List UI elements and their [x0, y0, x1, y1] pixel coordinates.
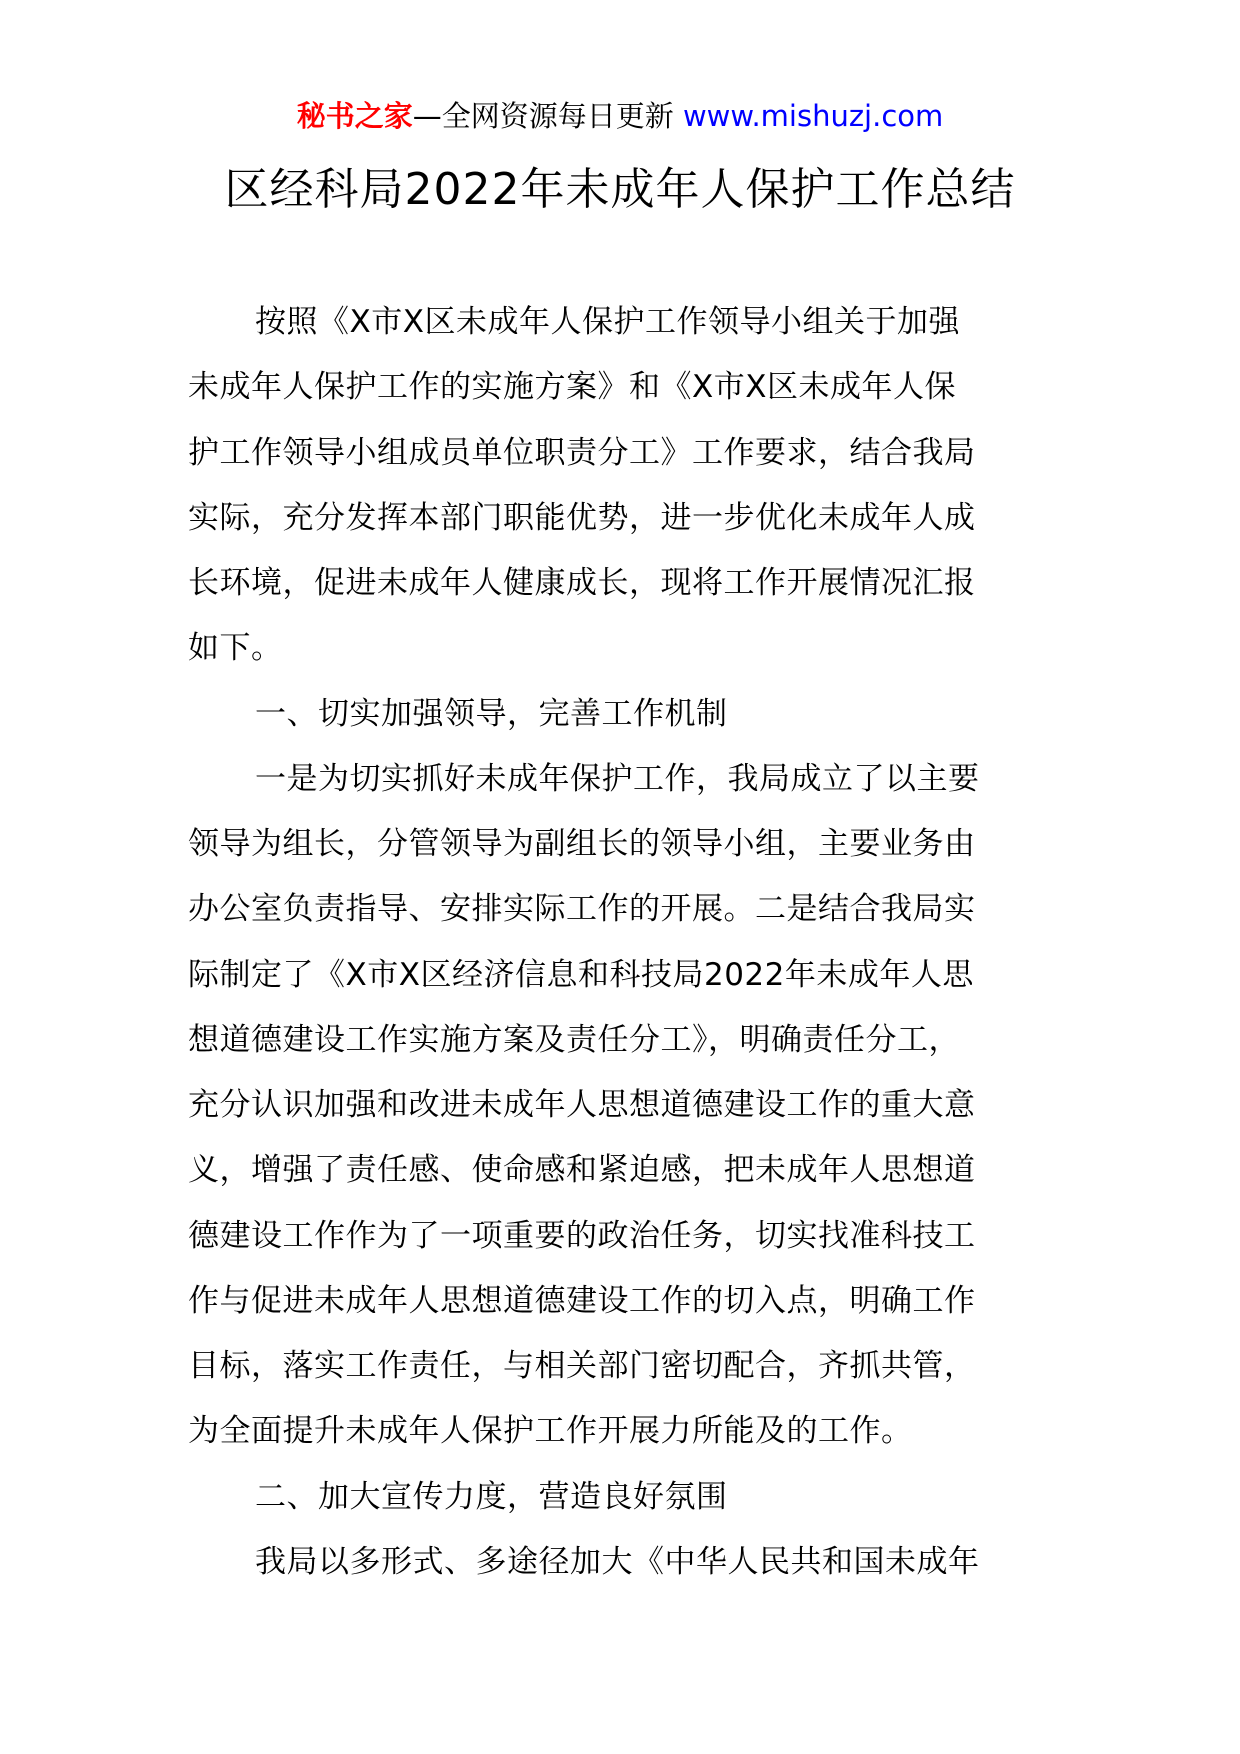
paragraph-line: 为全面提升未成年人保护工作开展力所能及的工作。	[188, 1413, 913, 1450]
paragraph-line: 护工作领导小组成员单位职责分工》工作要求，结合我局	[188, 434, 976, 471]
paragraph-line: 充分认识加强和改进未成年人思想道德建设工作的重大意	[188, 1087, 976, 1123]
paragraph-line: 一是为切实抓好未成年保护工作，我局成立了以主要	[255, 760, 980, 797]
paragraph-line: 领导为组长，分管领导为副组长的领导小组，主要业务由	[188, 826, 976, 862]
paragraph-line: 如下。	[188, 630, 283, 667]
paragraph-line: 按照《X市X区未成年人保护工作领导小组关于加强	[255, 304, 960, 340]
site-banner	[0, 96, 1240, 136]
section-heading: 二、加大宣传力度，营造良好氛围	[255, 1478, 728, 1515]
paragraph-line: 目标，落实工作责任，与相关部门密切配合，齐抓共管，	[188, 1348, 976, 1384]
paragraph-line: 实际，充分发挥本部门职能优势，进一步优化未成年人成	[188, 499, 976, 536]
banner-tagline: —全网资源每日更新	[412, 99, 683, 133]
paragraph-line: 想道德建设工作实施方案及责任分工》，明确责任分工，	[188, 1021, 960, 1058]
paragraph-line: 义，增强了责任感、使命感和紧迫感，把未成年人思想道	[188, 1152, 976, 1189]
brand-name: 秘书之家	[296, 99, 413, 133]
paragraph-line: 际制定了《X市X区经济信息和科技局2022年未成年人思	[188, 956, 974, 993]
paragraph-line: 办公室负责指导、安排实际工作的开展。二是结合我局实	[188, 891, 976, 928]
paragraph-line: 作与促进未成年人思想道德建设工作的切入点，明确工作	[188, 1282, 976, 1319]
paragraph-line: 德建设工作作为了一项重要的政治任务，切实找准科技工	[188, 1217, 976, 1254]
document-title: 区经科局2022年未成年人保护工作总结	[224, 164, 1016, 215]
paragraph-line: 未成年人保护工作的实施方案》和《X市X区未成年人保	[188, 369, 956, 406]
document-body	[188, 290, 1068, 1595]
paragraph-line: 我局以多形式、多途径加大《中华人民共和国未成年	[255, 1543, 980, 1580]
paragraph-line: 长环境，促进未成年人健康成长，现将工作开展情况汇报	[188, 565, 976, 601]
site-url-link[interactable]: www.mishuzj.com	[682, 99, 944, 133]
section-heading: 一、切实加强领导，完善工作机制	[255, 695, 728, 732]
